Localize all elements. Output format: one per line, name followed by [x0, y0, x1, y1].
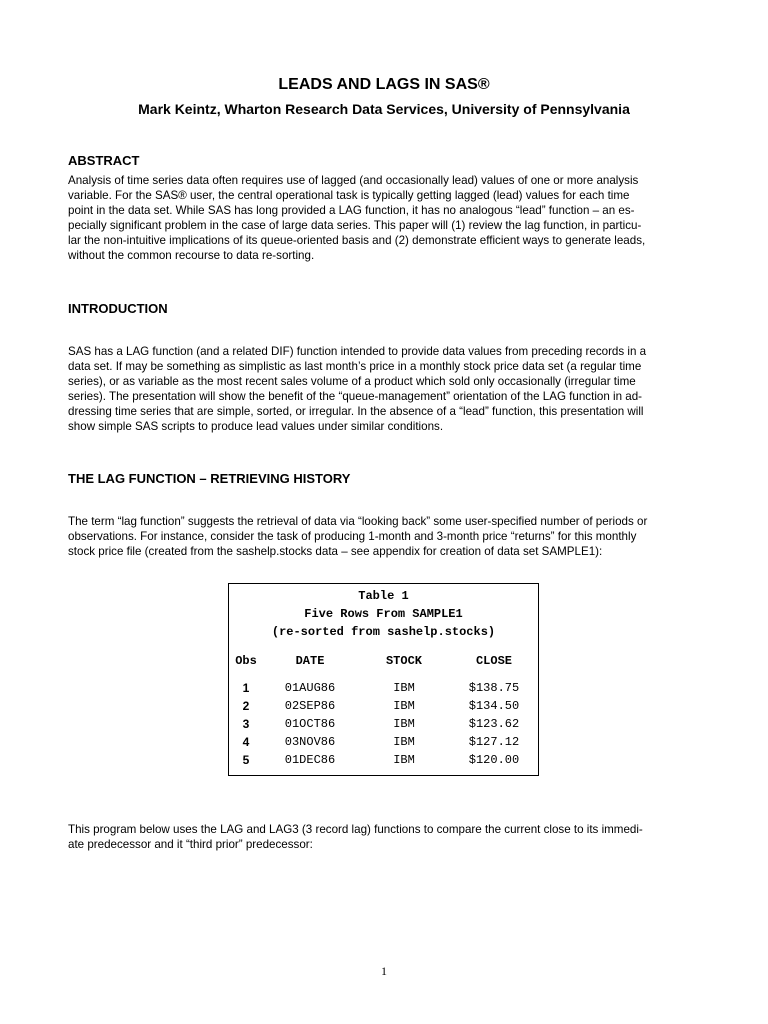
- stock-cell: IBM: [393, 753, 415, 767]
- text-line: variable. For the SAS® user, the central operational task is typically getting lagged (lead) values for each time: [68, 188, 630, 202]
- close-cell: $138.75: [468, 681, 520, 695]
- text-line: The term “lag function” suggests the retrieval of data via “looking back” some user-specified number of periods or: [68, 515, 648, 528]
- page-number: 1: [381, 964, 387, 978]
- date-cell: 03NOV86: [284, 735, 336, 749]
- close-cell: $127.12: [468, 735, 520, 749]
- table-row: [229, 699, 538, 717]
- paper-title: LEADS AND LAGS IN SAS®: [278, 76, 490, 93]
- stock-cell: IBM: [393, 681, 415, 695]
- table-caption-subtitle: Five Rows From SAMPLE1: [304, 607, 463, 621]
- introduction-paragraph: [68, 345, 708, 434]
- date-cell: 02SEP86: [284, 699, 336, 713]
- text-line: Analysis of time series data often requires use of lagged (and occasionally lead) values of one or more analysis: [68, 174, 639, 187]
- table-row: [229, 681, 538, 699]
- column-header-stock: STOCK: [385, 654, 422, 668]
- stock-cell: IBM: [393, 717, 415, 731]
- text-line: data set. If may be something as simplistic as last month’s price in a monthly stock price data set (a regular time: [68, 359, 642, 373]
- close-cell: $134.50: [468, 699, 520, 713]
- stock-cell: IBM: [393, 699, 415, 713]
- table-caption-title: Table 1: [358, 589, 409, 603]
- table-row: [229, 735, 538, 753]
- paper-author: Mark Keintz, Wharton Research Data Services, University of Pennsylvania: [138, 101, 630, 117]
- abstract-paragraph: [68, 174, 708, 263]
- date-cell: 01AUG86: [284, 681, 336, 695]
- date-cell: 01DEC86: [284, 753, 336, 767]
- text-line: stock price file (created from the sashelp.stocks data – see appendix for creation of data set SAMPLE1):: [68, 544, 603, 558]
- text-line: observations. For instance, consider the task of producing 1-month and 3-month price “returns” for this monthly: [68, 529, 637, 543]
- text-line: SAS has a LAG function (and a related DIF) function intended to provide data values from preceding records in a: [68, 345, 647, 358]
- obs-cell: 5: [242, 753, 250, 767]
- table-row: [229, 717, 538, 735]
- abstract-heading: ABSTRACT: [68, 153, 140, 168]
- text-line: series), or as variable as the most recent sales volume of a product which sold only occasionally (irregular time: [68, 374, 636, 388]
- text-line: ate predecessor and it “third prior” predecessor:: [68, 837, 313, 851]
- text-line: point in the data set. While SAS has long provided a LAG function, it has no analogous “lead” function – an es-: [68, 203, 635, 217]
- introduction-heading: INTRODUCTION: [68, 301, 168, 316]
- text-line: lar the non-intuitive implications of its queue-oriented basis and (2) demonstrate efficient ways to generate leads,: [68, 233, 646, 247]
- close-cell: $120.00: [468, 753, 520, 767]
- text-line: without the common recourse to data re-sorting.: [68, 248, 315, 262]
- column-header-obs: Obs: [235, 654, 257, 668]
- lag-function-heading: THE LAG FUNCTION – RETRIEVING HISTORY: [68, 471, 351, 486]
- obs-cell: 1: [242, 681, 250, 695]
- obs-cell: 2: [242, 699, 250, 713]
- table-1: [228, 583, 539, 776]
- obs-cell: 4: [242, 735, 250, 749]
- text-line: dressing time series that are simple, sorted, or irregular. In the absence of a “lead” function, this presentation will: [68, 404, 644, 418]
- column-header-date: DATE: [295, 654, 325, 668]
- stock-cell: IBM: [393, 735, 415, 749]
- text-line: This program below uses the LAG and LAG3 (3 record lag) functions to compare the current close to its immedi-: [68, 823, 643, 836]
- table-caption-note: (re-sorted from sashelp.stocks): [271, 625, 496, 639]
- obs-cell: 3: [242, 717, 250, 731]
- date-cell: 01OCT86: [284, 717, 336, 731]
- text-line: series). The presentation will show the benefit of the “queue-management” orientation of the LAG function in ad-: [68, 389, 643, 403]
- text-line: pecially significant problem in the case of large data series. This paper will (1) review the lag function, in particu-: [68, 218, 642, 232]
- program-intro-paragraph: [68, 823, 708, 853]
- table-row: [229, 753, 538, 771]
- close-cell: $123.62: [468, 717, 520, 731]
- lag-function-paragraph: [68, 515, 708, 560]
- column-header-close: CLOSE: [475, 654, 512, 668]
- text-line: show simple SAS scripts to produce lead values under similar conditions.: [68, 419, 444, 433]
